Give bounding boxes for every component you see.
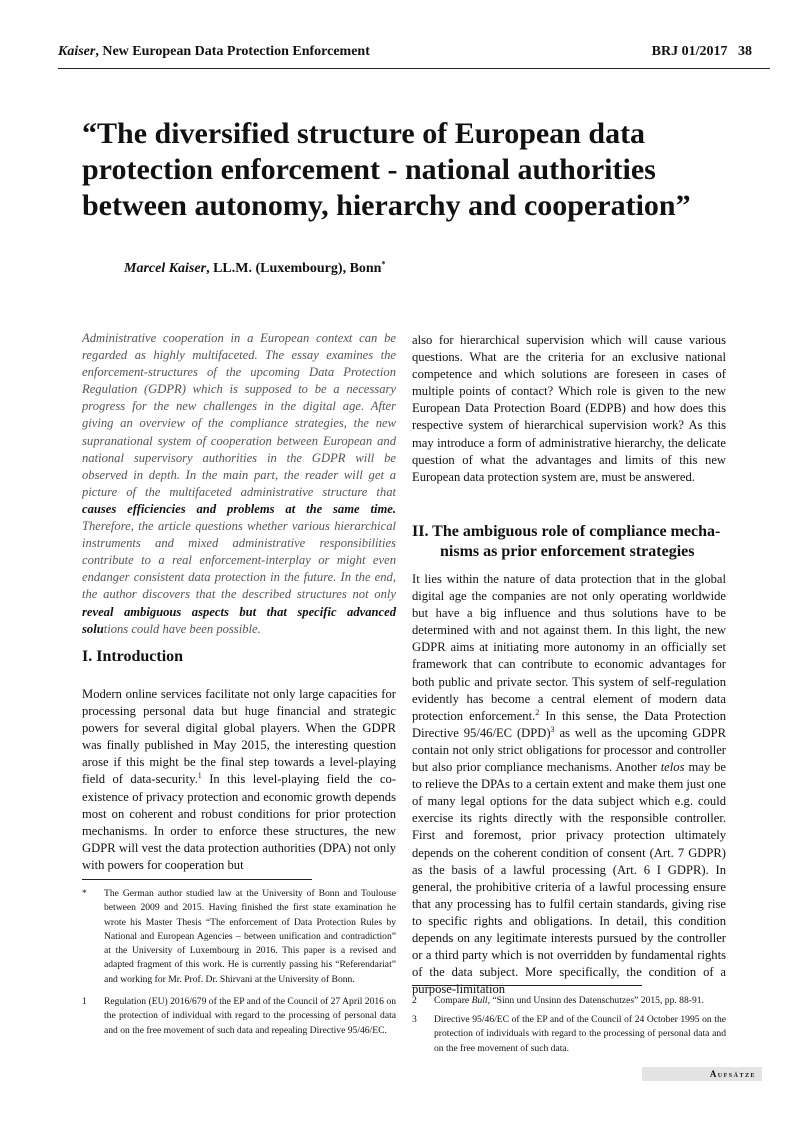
sec2-text-2: In this sense, the Data Protection Directive 95/46/EC (DPD) — [412, 708, 726, 740]
abstract-bold-1: causes efficiencies and problems at the same time. — [82, 501, 396, 516]
footnote-cited-author: Bull — [471, 995, 488, 1006]
article-title: “The diversified structure of European data protection enforcement - national authorities between autonomy, hierarchy and cooperation” — [82, 117, 691, 222]
author-line — [124, 261, 385, 277]
footnote-ref-2[interactable]: 2 — [535, 707, 540, 717]
footnote-text: , “Sinn und Unsinn des Datenschutzes” 2015, pp. 88-91. — [487, 995, 704, 1006]
header-title: , New European Data Protection Enforcement — [95, 44, 370, 59]
footnote-3 — [412, 1013, 726, 1056]
footnote-text: Directive 95/46/EC of the EP and of the Council of 24 October 1995 on the protection of individuals with regard to the processing of personal data and on the free movement of such data. — [434, 1014, 726, 1054]
footnote-pre: Compare — [434, 995, 472, 1006]
author-name: Marcel Kaiser — [124, 261, 207, 276]
section2-body — [412, 571, 726, 998]
abstract-text-2: Therefore, the article questions whether various hierarchical instruments and mixed administrative responsibilities contribute to a real enforcement-interplay or might even endanger consistent data protection in the future. In the end, the author discovers that the described structures not only — [82, 519, 396, 602]
footnote-1 — [82, 995, 396, 1038]
author-footnote-mark: * — [381, 259, 386, 269]
running-header-right — [652, 44, 752, 60]
section-label-aufsaetze: Aufsätze — [642, 1067, 762, 1081]
footnote-2 — [412, 994, 726, 1008]
section-heading-introduction: I. Introduction — [82, 648, 184, 665]
intro-text-1: Modern online services facilitate not only large capacities for processing personal data but huge financial and strategic powers for several digital global players. When the GDPR was finally published in May 2015, the interesting question arose if this might be the final step towards a level-playing field of data-security. — [82, 687, 396, 787]
running-header-left — [58, 44, 370, 60]
sec2-telos: telos — [660, 760, 685, 775]
intro-text-2: In this level-playing field the co-existence of privacy protection and economic growth depends most on coherent and robust conditions for prior protection mechanisms. In order to enforce these structures, the new GDPR will vest the data protection authorities (DPA) not only with powers for cooperation but — [82, 772, 396, 872]
introduction-body — [82, 686, 396, 874]
continuation-text: also for hierarchical supervision which will cause various questions. What are the criteria for an exclusive national competence and which solutions are foreseen in cases of multiple points of contact? Which role is given to the new European Data Protection Board (EDPB) and how does this respective system of hierarchical supervision work? As this may introduce a form of administrative hierarchy, the delicate question of what the advantages and limits of this new European data protection system are, must be answered. — [412, 333, 726, 484]
footnote-text: Regulation (EU) 2016/679 of the EP and of the Council of 27 April 2016 on the protection of individual with regard to the processing of personal data and on the free movement of such data and repealing Directive 95/46/EC. — [104, 996, 396, 1036]
footnote-rule-left — [82, 879, 312, 880]
footnote-mark: 2 — [412, 995, 417, 1006]
footnote-rule-right — [412, 985, 642, 986]
page-number: 38 — [738, 44, 752, 59]
header-author: Kaiser — [58, 44, 96, 59]
footnote-mark: 1 — [82, 996, 87, 1007]
abstract-text-1: Administrative cooperation in a European context can be regarded as highly multifaceted. The essay examines the enforcement-structures of the upcoming Data Protection Regulation (GDPR) which is supposed to be a necessary progress for the new challenges in the digital age. After giving an overview of the compliance strategies, the new supranational system of cooperation between European and national supervisory authorities in the GDPR will be observed in depth. In the main part, the reader will get a picture of the multifaceted administrative structure that — [82, 331, 396, 499]
section-heading-compliance — [412, 522, 726, 562]
header-rule — [58, 68, 770, 69]
sec2-text-3: as well as the upcoming GDPR contain not only strict obligations for processor and controller but also prior compliance mechanisms. Another — [412, 725, 726, 775]
section-heading-line-1: II. The ambiguous role of compliance mecha- — [412, 523, 721, 540]
right-column-continuation — [412, 332, 726, 486]
sec2-text-1: It lies within the nature of data protection that in the global digital age the companies are not only operating worldwide but have a big influence and thus solutions have to be determined with and not against them. In this light, the new GDPR aims at initiating more autonomy in an officially set framework that can contribute to economic advantages for both public and private sector. This system of self-regulation evidently has become a central element of modern data protection enforcement. — [412, 572, 726, 723]
footnote-ref-3[interactable]: 3 — [550, 724, 555, 734]
abstract-text-3: tions could have been possible. — [103, 621, 261, 636]
footnote-mark: 3 — [412, 1014, 417, 1025]
abstract — [82, 330, 396, 638]
footnote-author — [82, 887, 396, 987]
footnote-ref-1[interactable]: 1 — [197, 771, 202, 781]
footnote-text: The German author studied law at the University of Bonn and Toulouse between 2009 and 2015. Having finished the first state examination he wrote his Master Thesis “The enforcement of Data Protection Rules by National and European Agencies – between unification and contradiction” at the University of Luxembourg in 2016. This paper is a revised and adapted fragment of this work. He is currently passing his “Referendariat” and working for Mr. Prof. Dr. Shirvani at the University of Bonn. — [104, 888, 396, 985]
sec2-text-4: may be to relieve the DPAs to a certain extent and make them just one of many legal options for the data subject which e.g. could exercise its rights directly with the responsible controller. First and foremost, prior privacy protection ultimately depends on the coherent condition of consent (Art. 7 GDPR) as the basis of a lawful processing (Art. 6 I GDPR). In general, the prohibitive criteria of a lawful processing ensure that any processing has to fulfil certain standards, giving rise to specific rights and obligations. In detail, this condition depends on any legitimate interests pursued by the controller or a third party which is not overridden by fundamental rights of the data subject. More specifically, the condition of a purpose-limitation — [412, 760, 726, 997]
journal-issue: BRJ 01/2017 — [651, 44, 728, 59]
author-affiliation: , LL.M. (Luxembourg), Bonn — [206, 261, 382, 276]
section-heading-line-2: nisms as prior enforcement strategies — [440, 543, 695, 560]
footnote-mark: * — [82, 888, 87, 899]
abstract-bold-2: reveal ambiguous aspects but that specific advanced solu — [82, 604, 396, 636]
